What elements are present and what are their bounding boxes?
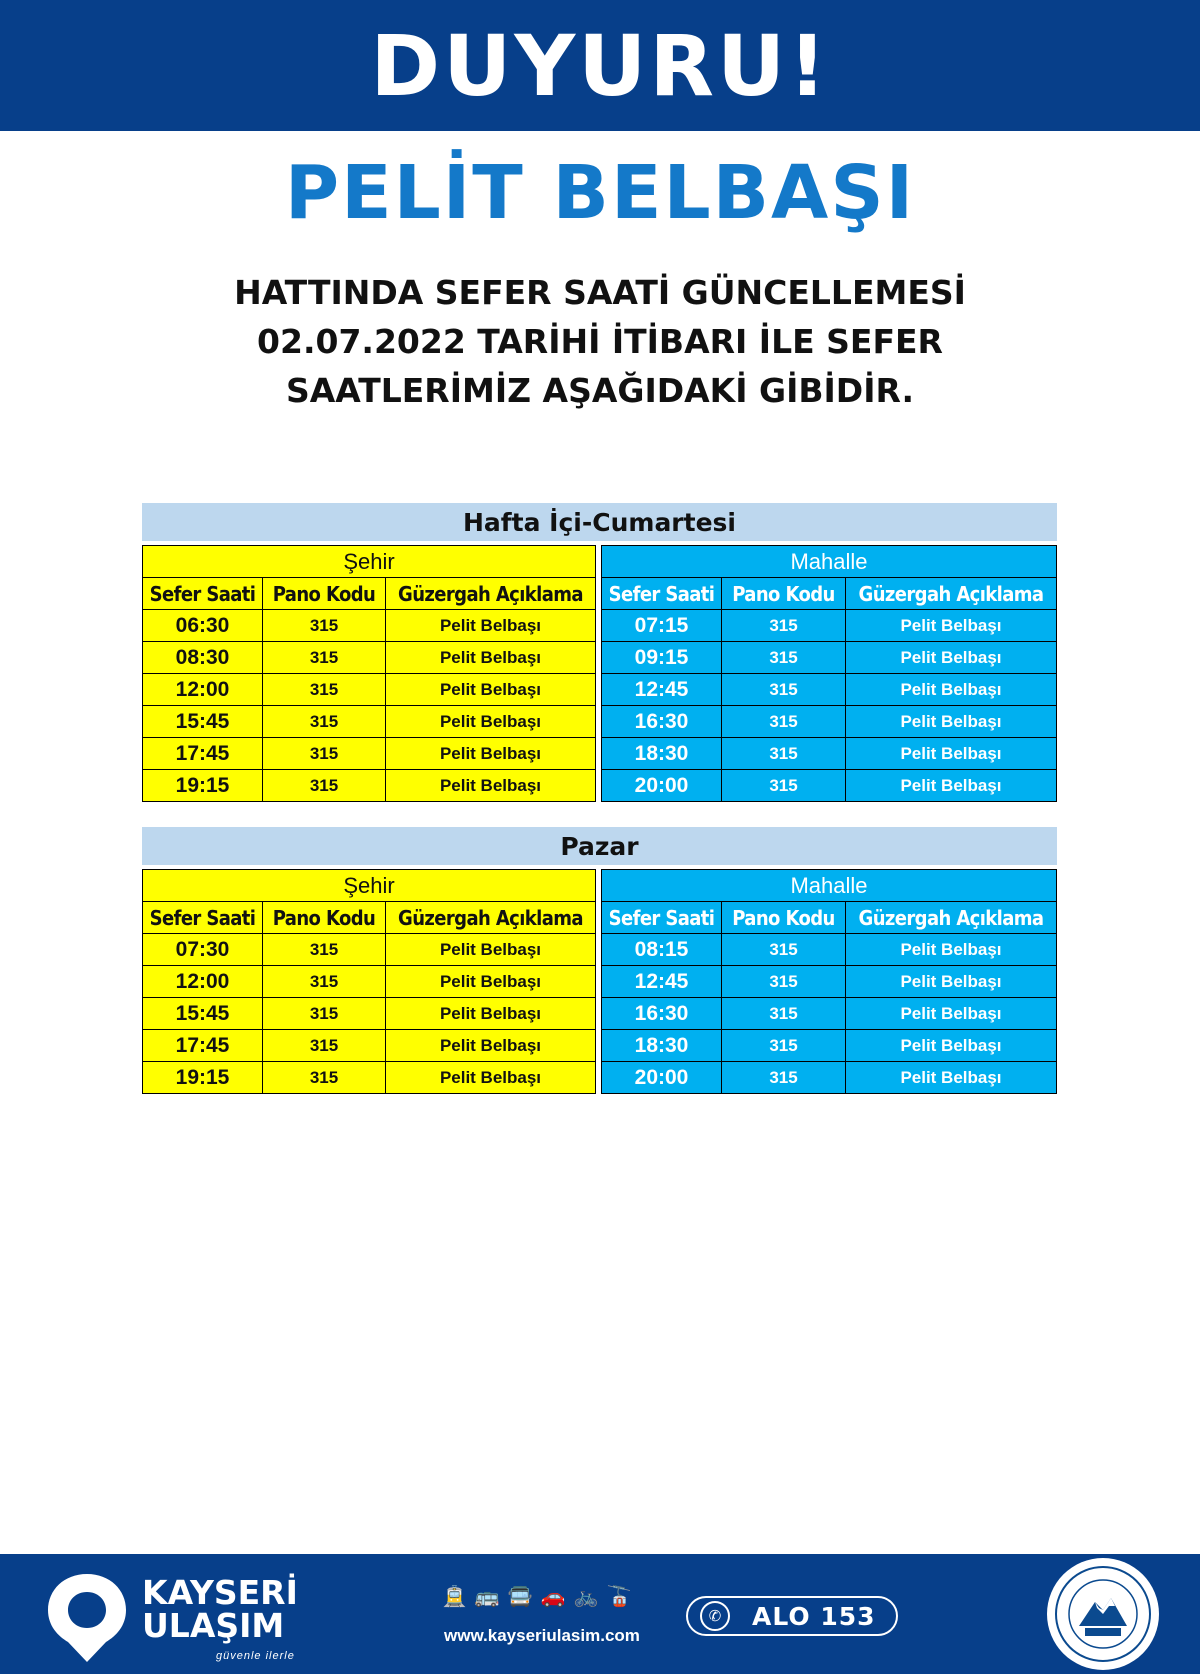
- board-code-cell: 315: [722, 738, 846, 770]
- route-description-cell: Pelit Belbaşı: [846, 998, 1057, 1030]
- table-row: [602, 738, 1057, 770]
- route-description-cell: Pelit Belbaşı: [386, 770, 596, 802]
- board-code-cell: 315: [263, 934, 386, 966]
- table-row: [143, 1030, 596, 1062]
- announcement-line: 02.07.2022 TARİHİ İTİBARI İLE SEFER: [257, 322, 943, 361]
- departure-time-cell: 12:45: [602, 966, 722, 998]
- column-header-description: Güzergah Açıklama: [386, 902, 596, 934]
- route-description-cell: Pelit Belbaşı: [386, 966, 596, 998]
- route-description-cell: Pelit Belbaşı: [386, 998, 596, 1030]
- announcement-line: SAATLERİMİZ AŞAĞIDAKİ GİBİDİR.: [285, 371, 915, 410]
- table-group-label: Mahalle: [602, 870, 1057, 902]
- brand-line: ULAŞIM: [142, 1606, 285, 1645]
- table-row: [602, 706, 1057, 738]
- board-code-cell: 315: [722, 966, 846, 998]
- table-row: [143, 738, 596, 770]
- banner-title: DUYURU!: [370, 16, 830, 115]
- table-group-label: Şehir: [143, 546, 596, 578]
- tram-icon: 🚊: [442, 1586, 467, 1608]
- route-description-cell: Pelit Belbaşı: [386, 642, 596, 674]
- board-code-cell: 315: [263, 610, 386, 642]
- column-header-description: Güzergah Açıklama: [386, 578, 596, 610]
- table-row: [602, 1062, 1057, 1094]
- table-group-label: Şehir: [143, 870, 596, 902]
- departure-time-cell: 20:00: [602, 770, 722, 802]
- board-code-cell: 315: [722, 674, 846, 706]
- parking-car-icon: 🚗: [540, 1586, 566, 1608]
- departure-time-cell: 07:30: [143, 934, 263, 966]
- kayseri-ulasim-logo-icon: [42, 1568, 132, 1668]
- table-row: [143, 610, 596, 642]
- route-description-cell: Pelit Belbaşı: [386, 1062, 596, 1094]
- route-description-cell: Pelit Belbaşı: [846, 738, 1057, 770]
- cable-car-icon: 🚡: [606, 1586, 632, 1608]
- route-description-cell: Pelit Belbaşı: [386, 674, 596, 706]
- table-row: [143, 674, 596, 706]
- departure-time-cell: 15:45: [143, 998, 263, 1030]
- municipality-seal: [1047, 1558, 1159, 1670]
- board-code-cell: 315: [263, 966, 386, 998]
- table-row: [143, 706, 596, 738]
- board-code-cell: 315: [722, 642, 846, 674]
- table-row: [602, 770, 1057, 802]
- district-timetable: [601, 869, 1057, 1094]
- column-header-code: Pano Kodu: [722, 902, 846, 934]
- board-code-cell: 315: [263, 1062, 386, 1094]
- table-row: [602, 1030, 1057, 1062]
- table-row: [602, 934, 1057, 966]
- footer-banner: [0, 1554, 1200, 1674]
- departure-time-cell: 20:00: [602, 1062, 722, 1094]
- table-row: [143, 934, 596, 966]
- board-code-cell: 315: [722, 1062, 846, 1094]
- table-group-label: Mahalle: [602, 546, 1057, 578]
- mountain-emblem-icon: [1057, 1568, 1149, 1660]
- departure-time-cell: 07:15: [602, 610, 722, 642]
- route-description-cell: Pelit Belbaşı: [846, 966, 1057, 998]
- board-code-cell: 315: [722, 706, 846, 738]
- column-header-time: Sefer Saati: [143, 902, 263, 934]
- route-description-cell: Pelit Belbaşı: [846, 1062, 1057, 1094]
- district-timetable: [601, 545, 1057, 802]
- board-code-cell: 315: [263, 642, 386, 674]
- column-header-code: Pano Kodu: [263, 578, 386, 610]
- departure-time-cell: 12:00: [143, 674, 263, 706]
- bus-icon: 🚌: [474, 1586, 500, 1608]
- departure-time-cell: 19:15: [143, 770, 263, 802]
- route-description-cell: Pelit Belbaşı: [846, 770, 1057, 802]
- board-code-cell: 315: [263, 674, 386, 706]
- column-header-code: Pano Kodu: [722, 578, 846, 610]
- board-code-cell: 315: [722, 934, 846, 966]
- column-header-description: Güzergah Açıklama: [846, 902, 1057, 934]
- table-row: [143, 770, 596, 802]
- column-header-time: Sefer Saati: [602, 578, 722, 610]
- route-description-cell: Pelit Belbaşı: [846, 934, 1057, 966]
- departure-time-cell: 08:15: [602, 934, 722, 966]
- brand-line: KAYSERİ: [142, 1573, 298, 1612]
- day-header: Hafta İçi-Cumartesi: [142, 503, 1057, 541]
- route-description-cell: Pelit Belbaşı: [846, 674, 1057, 706]
- column-header-description: Güzergah Açıklama: [846, 578, 1057, 610]
- departure-time-cell: 18:30: [602, 1030, 722, 1062]
- departure-time-cell: 16:30: [602, 706, 722, 738]
- announcement-line: HATTINDA SEFER SAATİ GÜNCELLEMESİ: [234, 273, 966, 312]
- schedule-sunday: [142, 827, 1057, 1094]
- metrobus-icon: 🚍: [507, 1586, 533, 1608]
- board-code-cell: 315: [263, 770, 386, 802]
- table-row: [143, 642, 596, 674]
- hotline-number: ALO 153: [752, 1601, 876, 1631]
- schedule-weekday: [142, 503, 1057, 802]
- departure-time-cell: 19:15: [143, 1062, 263, 1094]
- city-timetable: [142, 869, 596, 1094]
- announcement-text: [0, 268, 1200, 415]
- board-code-cell: 315: [722, 1030, 846, 1062]
- board-code-cell: 315: [722, 998, 846, 1030]
- route-description-cell: Pelit Belbaşı: [386, 934, 596, 966]
- route-description-cell: Pelit Belbaşı: [846, 706, 1057, 738]
- table-row: [143, 998, 596, 1030]
- seal-emblem-icon: [1055, 1566, 1151, 1662]
- departure-time-cell: 06:30: [143, 610, 263, 642]
- table-row: [602, 998, 1057, 1030]
- column-header-time: Sefer Saati: [602, 902, 722, 934]
- board-code-cell: 315: [263, 706, 386, 738]
- route-title: PELİT BELBAŞI: [284, 150, 916, 236]
- table-row: [602, 966, 1057, 998]
- route-description-cell: Pelit Belbaşı: [846, 642, 1057, 674]
- top-banner: [0, 0, 1200, 131]
- board-code-cell: 315: [263, 738, 386, 770]
- board-code-cell: 315: [722, 610, 846, 642]
- hotline-badge: [686, 1596, 898, 1636]
- table-row: [143, 1062, 596, 1094]
- table-row: [602, 674, 1057, 706]
- departure-time-cell: 16:30: [602, 998, 722, 1030]
- departure-time-cell: 08:30: [143, 642, 263, 674]
- column-header-code: Pano Kodu: [263, 902, 386, 934]
- board-code-cell: 315: [263, 998, 386, 1030]
- route-description-cell: Pelit Belbaşı: [386, 1030, 596, 1062]
- departure-time-cell: 09:15: [602, 642, 722, 674]
- brand-name: [142, 1573, 298, 1645]
- departure-time-cell: 12:00: [143, 966, 263, 998]
- transport-icons: [442, 1584, 631, 1609]
- departure-time-cell: 17:45: [143, 1030, 263, 1062]
- phone-icon: ✆: [700, 1601, 730, 1631]
- brand-tagline: güvenle ilerle: [216, 1650, 295, 1662]
- departure-time-cell: 15:45: [143, 706, 263, 738]
- website-link[interactable]: www.kayseriulasim.com: [444, 1626, 640, 1645]
- column-header-time: Sefer Saati: [143, 578, 263, 610]
- board-code-cell: 315: [722, 770, 846, 802]
- bicycle-icon: 🚲: [573, 1586, 599, 1608]
- board-code-cell: 315: [263, 1030, 386, 1062]
- departure-time-cell: 18:30: [602, 738, 722, 770]
- departure-time-cell: 17:45: [143, 738, 263, 770]
- table-row: [602, 610, 1057, 642]
- route-description-cell: Pelit Belbaşı: [846, 610, 1057, 642]
- day-header: Pazar: [142, 827, 1057, 865]
- departure-time-cell: 12:45: [602, 674, 722, 706]
- route-description-cell: Pelit Belbaşı: [386, 738, 596, 770]
- route-description-cell: Pelit Belbaşı: [386, 610, 596, 642]
- route-description-cell: Pelit Belbaşı: [386, 706, 596, 738]
- table-row: [602, 642, 1057, 674]
- table-row: [143, 966, 596, 998]
- route-description-cell: Pelit Belbaşı: [846, 1030, 1057, 1062]
- city-timetable: [142, 545, 596, 802]
